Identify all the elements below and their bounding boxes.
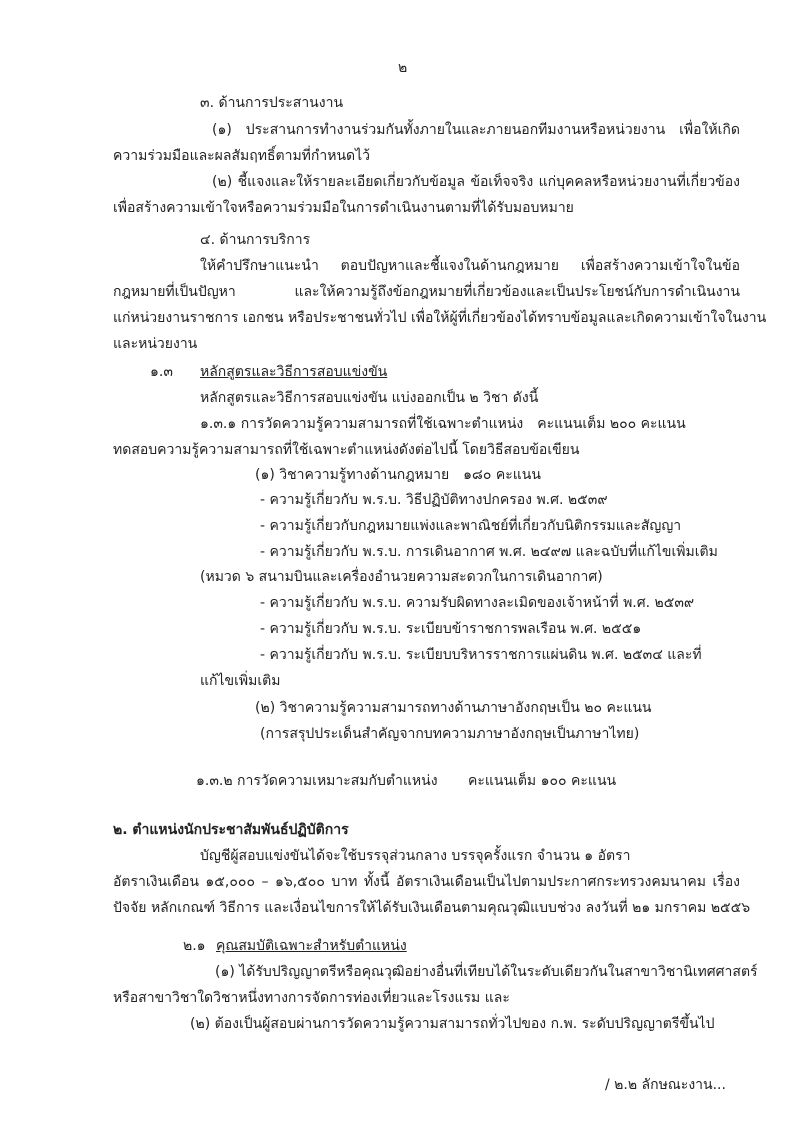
section-1-3-2-label: ๑.๓.๒ การวัดความเหมาะสมกับตำแหน่ง	[196, 773, 438, 789]
qualification-2: (๒) ต้องเป็นผู้สอบผ่านการวัดความรู้ความสามารถทั่วไปของ ก.พ. ระดับปริญญาตรีขึ้นไป	[190, 1016, 715, 1032]
section-1-3-1-row	[200, 414, 686, 434]
section-4-line: กฎหมายที่เป็นปัญหา และให้ความรู้ถึงข้อกฎหมายที่เกี่ยวข้องและเป็นประโยชน์กับการดำเนินงาน	[113, 284, 740, 300]
section-4-line: แก่หน่วยงานราชการ เอกชน หรือประชาชนทั่วไป เพื่อให้ผู้ที่เกี่ยวข้องได้ทราบข้อมูลและเกิดความเข้าใจในงาน	[113, 310, 767, 326]
list-item-note: (หมวด ๖ สนามบินและเครื่องอำนวยความสะดวกในการเดินอากาศ)	[200, 569, 603, 585]
section-1-3-heading: หลักสูตรและวิธีการสอบแข่งขัน	[200, 364, 388, 380]
section-2-line: บัญชีผู้สอบแข่งขันได้จะใช้บรรจุส่วนกลาง บรรจุครั้งแรก จำนวน ๑ อัตรา	[200, 848, 631, 864]
qualification-1: (๑) ได้รับปริญญาตรีหรือคุณวุฒิอย่างอื่นที่เทียบได้ในระดับเดียวกันในสาขาวิชานิเทศศาสตร์	[215, 964, 758, 980]
list-item: - ความรู้เกี่ยวกับ พ.ร.บ. ระเบียบบริหารราชการแผ่นดิน พ.ศ. ๒๕๓๔ และที่	[260, 647, 702, 663]
section-4-line: และหน่วยงาน	[113, 336, 198, 352]
section-2-1-heading: คุณสมบัติเฉพาะสำหรับตำแหน่ง	[216, 938, 407, 954]
subject-2-label: (๒) วิชาความรู้ความสามารถทางด้านภาษาอังกฤษเป็น ๒๐ คะแนน	[255, 700, 652, 716]
section-3-item-2-cont: เพื่อสร้างความเข้าใจหรือความร่วมมือในการดำเนินงานตามที่ได้รับมอบหมาย	[113, 200, 574, 216]
page-number: ๒	[398, 60, 408, 76]
section-1-3-2-row	[196, 771, 616, 791]
section-2-line: ปัจจัย หลักเกณฑ์ วิธีการ และเงื่อนไขการให้ได้รับเงินเดือนตามคุณวุฒิแบบช่วง ลงวันที่ ๒๑ มกราคม ๒๕๕๖	[113, 900, 751, 916]
subject-1-label: (๑) วิชาความรู้ทางด้านกฎหมาย	[255, 467, 450, 483]
section-1-3-2-score: คะแนนเต็ม ๑๐๐ คะแนน	[468, 773, 617, 789]
section-1-3-number: ๑.๓	[150, 364, 173, 380]
section-4-heading: ๔. ด้านการบริการ	[200, 232, 311, 248]
list-item: - ความรู้เกี่ยวกับ พ.ร.บ. ความรับผิดทางละเมิดของเจ้าหน้าที่ พ.ศ. ๒๕๓๙	[260, 595, 695, 611]
list-item: - ความรู้เกี่ยวกับ พ.ร.บ. ระเบียบข้าราชการพลเรือน พ.ศ. ๒๕๕๑	[260, 621, 642, 637]
section-2-1-title-row	[183, 936, 407, 956]
section-4-line: ให้คำปรึกษาแนะนำ ตอบปัญหาและชี้แจงในด้านกฎหมาย เพื่อสร้างความเข้าใจในข้อ	[200, 258, 740, 274]
section-3-item-1-cont: ความร่วมมือและผลสัมฤทธิ์ตามที่กำหนดไว้	[113, 148, 371, 164]
section-1-3-1-desc: ทดสอบความรู้ความสามารถที่ใช้เฉพาะตำแหน่งดังต่อไปนี้ โดยวิธีสอบข้อเขียน	[113, 442, 580, 458]
subject-1-row	[255, 465, 541, 485]
subject-2-note: (การสรุปประเด็นสำคัญจากบทความภาษาอังกฤษเป็นภาษาไทย)	[260, 726, 640, 742]
section-2-1-number: ๒.๑	[183, 938, 206, 954]
list-item: - ความรู้เกี่ยวกับ พ.ร.บ. การเดินอากาศ พ.ศ. ๒๔๙๗ และฉบับที่แก้ไขเพิ่มเติม	[260, 544, 718, 560]
section-1-3-title-row	[150, 362, 387, 382]
section-2-heading: ๒. ตำแหน่งนักประชาสัมพันธ์ปฏิบัติการ	[113, 822, 349, 838]
section-2-line: อัตราเงินเดือน ๑๕,๐๐๐ – ๑๖,๕๐๐ บาท ทั้งนี้ อัตราเงินเดือนเป็นไปตามประกาศกระทรวงคมนาคม เรื่อง	[113, 874, 740, 890]
section-3-item-2: (๒) ชี้แจงและให้รายละเอียดเกี่ยวกับข้อมูล ข้อเท็จจริง แก่บุคคลหรือหน่วยงานที่เกี่ยวข้อง	[212, 174, 740, 190]
section-1-3-intro: หลักสูตรและวิธีการสอบแข่งขัน แบ่งออกเป็น ๒ วิชา ดังนี้	[200, 390, 539, 406]
list-item: - ความรู้เกี่ยวกับกฎหมายแพ่งและพาณิชย์ที่เกี่ยวกับนิติกรรมและสัญญา	[260, 518, 682, 534]
section-3-item-1: (๑) ประสานการทำงานร่วมกันทั้งภายในและภายนอกทีมงานหรือหน่วยงาน เพื่อให้เกิด	[212, 122, 740, 138]
section-3-heading: ๓. ด้านการประสานงาน	[200, 95, 344, 111]
qualification-1-cont: หรือสาขาวิชาใดวิชาหนึ่งทางการจัดการท่องเที่ยวและโรงแรม และ	[113, 990, 510, 1006]
list-item: - ความรู้เกี่ยวกับ พ.ร.บ. วิธีปฏิบัติทางปกครอง พ.ศ. ๒๕๓๙	[260, 492, 608, 508]
section-1-3-1-score: คะแนนเต็ม ๒๐๐ คะแนน	[537, 416, 686, 432]
section-1-3-1-label: ๑.๓.๑ การวัดความรู้ความสามารถที่ใช้เฉพาะตำแหน่ง	[200, 416, 524, 432]
list-item-cont: แก้ไขเพิ่มเติม	[200, 673, 281, 689]
subject-1-score: ๑๘๐ คะแนน	[463, 467, 541, 483]
continuation-note: / ๒.๒ ลักษณะงาน...	[605, 1077, 726, 1093]
